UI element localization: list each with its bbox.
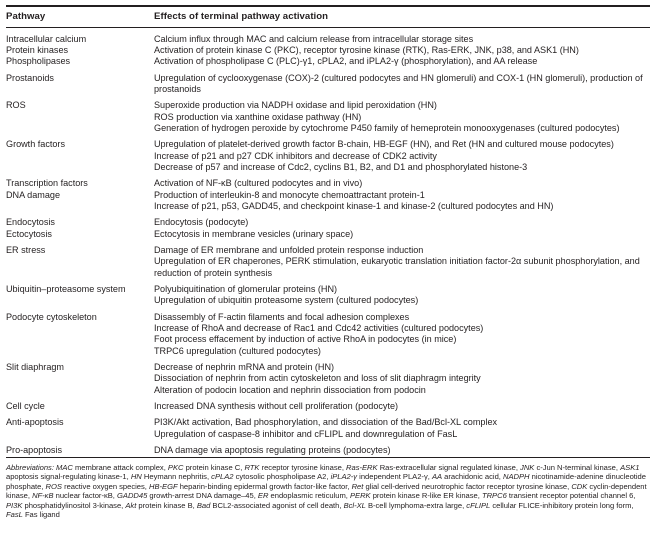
effect-line: Upregulation of cyclooxygenase (COX)-2 (cultured podocytes and HN glomeruli) and COX-1 (HN glomeruli), production of prostanoids [154,72,643,94]
effect-line: Activation of protein kinase C (PKC), receptor tyrosine kinase (RTK), Ras-ERK, JNK, p38, and ASK1 (HN) [154,44,579,55]
effect-line: Disassembly of F-actin filaments and focal adhesion complexes [154,311,410,322]
abbreviation-term: MAC [56,462,73,472]
effect-line: Increase of RhoA and decrease of Rac1 and Cdc42 activities (cultured podocytes) [154,323,484,334]
effect-line: PI3K/Akt activation, Bad phosphorylation, and dissociation of the Bad/Bcl-XL complex [154,417,498,428]
abbreviation-term: CDK [571,481,588,491]
effect-line: Decrease of nephrin mRNA and protein (HN) [154,362,335,373]
pathway-cell: Phospholipases [6,56,71,67]
effect-line: Increased DNA synthesis without cell proliferation (podocyte) [154,401,399,412]
table-row [6,440,650,456]
pathway-cell: DNA damage [6,189,60,200]
abbreviation-term: Ras-ERK [346,462,378,472]
abbreviation-definition: apoptosis signal-regulating kinase-1 [6,472,127,481]
abbreviation-term: AA [431,472,443,481]
abbreviation-definition: c-Jun N-terminal kinase [536,462,616,472]
effect-line: Dissociation of nephrin from actin cytoskeleton and loss of slit diaphragm integrity [154,373,481,384]
abbreviation-definition: nicotinamide-adenine dinucleotide phosphate [6,472,646,491]
abbreviation-term: ASK1 [620,462,640,472]
pathway-effects-table [6,7,650,457]
abbreviation-term: NADPH [503,472,530,481]
pathway-cell: Anti-apoptosis [6,417,64,428]
abbreviation-definition: Heymann nephritis [143,472,207,481]
pathway-cell: Prostanoids [6,72,54,83]
column-header-effects: Effects of terminal pathway activation [154,11,329,22]
effects-cell [154,412,650,440]
effects-cell [154,56,650,67]
abbreviation-term: iPLA2-γ [330,472,358,481]
abbreviation-definition: Fas ligand [24,510,60,519]
table-row [6,412,650,440]
abbreviation-definition: arachidonic acid [444,472,499,481]
abbreviation-term: Bad [196,500,211,510]
abbreviation-term: cPLA2 [211,472,234,481]
effect-line: Generation of hydrogen peroxide by cytochrome P450 family of hemeprotein monooxygenases (cultured podocytes) [154,122,620,133]
effects-cell [154,440,650,456]
effect-line: TRPC6 upregulation (cultured podocytes) [154,345,321,356]
abbreviation-definition: heparin-binding epidermal growth factor-like factor [179,481,348,491]
pathway-cell: Pro-apoptosis [6,445,62,456]
table-row [6,396,650,412]
abbreviation-term: RTK [244,462,260,472]
effect-line: Ectocytosis in membrane vesicles (urinary space) [154,228,354,239]
abbreviation-definition: independent PLA2-γ [359,472,428,481]
abbreviation-term: Bcl-XL [343,500,366,510]
abbreviation-definition: cyclin-dependent kinase [6,481,647,500]
pathway-cell: Growth factors [6,139,65,150]
pathway-cell: Ectocytosis [6,228,52,239]
abbreviation-definition: endoplasmic reticulum [270,491,346,500]
abbreviation-term: NF-κB [32,491,54,500]
abbreviation-definition: cellular FLICE-inhibitory protein long form [492,500,632,510]
abbreviation-term: GADD45 [117,491,148,500]
table-row [6,28,650,45]
abbreviation-definition: protein kinase C [185,462,241,472]
abbreviation-definition: B-cell lymphoma-extra large [367,500,463,510]
table-row [6,190,650,213]
table-row [6,229,650,240]
table-row [6,240,650,279]
table-row [6,45,650,56]
table-row [6,134,650,173]
pathway-cell: ROS [6,100,26,111]
effects-cell [154,190,650,213]
table-row [6,307,650,357]
abbreviation-term: cFLIPL [466,500,491,510]
effects-cell [154,95,650,134]
effect-line: Endocytosis (podocyte) [154,217,249,228]
abbreviation-definition: Ras-extracellular signal regulated kinase [379,462,516,472]
pathway-cell: Protein kinases [6,44,69,55]
effect-line: Alteration of podocin location and nephrin dissociation from podocin [154,384,426,395]
effects-cell [154,28,650,45]
effects-cell [154,240,650,279]
abbreviation-term: Akt [125,500,137,510]
pathway-cell: Ubiquitin–proteasome system [6,284,126,295]
abbreviation-term: Ret [351,481,364,491]
pathway-cell: Endocytosis [6,217,55,228]
effect-line: Decrease of p57 and increase of Cdc2, cyclins B1, B2, and D1 and phosphorylated histone-3 [154,161,528,172]
abbreviation-definition: protein kinase B [138,500,193,510]
effect-line: Superoxide production via NADPH oxidase and lipid peroxidation (HN) [154,100,437,111]
effect-line: Activation of NF-κB (cultured podocytes and in vivo) [154,178,363,189]
abbreviation-definition: reactive oxygen species [64,481,145,491]
effects-cell [154,229,650,240]
pathway-cell: Intracellular calcium [6,33,87,44]
effect-line: Activation of phospholipase C (PLC)-γ1, cPLA2, and iPLA2-γ (phosphorylation), and AA release [154,56,538,67]
column-header-pathway: Pathway [6,11,46,22]
abbreviation-definition: receptor tyrosine kinase [261,462,342,472]
abbreviation-definition: nuclear factor-κB [55,491,113,500]
effects-cell [154,279,650,307]
effect-line: Upregulation of platelet-derived growth factor B-chain, HB-EGF (HN), and Ret (HN and cultured mouse podocytes) [154,139,614,150]
pathway-cell: Transcription factors [6,178,88,189]
table-row [6,56,650,67]
effect-line: Increase of p21 and p27 CDK inhibitors and decrease of CDK2 activity [154,150,437,161]
table-row [6,95,650,134]
abbreviation-definition: BCL2-associated agonist of cell death [212,500,340,510]
effect-line: Calcium influx through MAC and calcium release from intracellular storage sites [154,33,474,44]
abbreviation-term: ROS [45,481,62,491]
table-row [6,357,650,396]
effect-line: Foot process effacement by induction of active RhoA in podocytes (in mice) [154,334,457,345]
abbreviation-term: JNK [520,462,535,472]
table-row [6,68,650,96]
table-row [6,212,650,228]
abbreviation-definition: glial cell-derived neurotrophic factor receptor tyrosine kinase [365,481,568,491]
abbreviation-definition: transient receptor potential channel 6 [508,491,634,500]
pathway-cell: Cell cycle [6,401,45,412]
pathway-cell: Slit diaphragm [6,362,64,373]
header-row [6,7,650,27]
abbreviations-label: Abbreviations: [6,462,54,472]
abbreviation-definition: cytosolic phospholipase A2 [235,472,327,481]
effects-cell [154,212,650,228]
abbreviation-term: TRPC6 [481,491,507,500]
abbreviations-footnote: Abbreviations: MAC membrane attack complex, PKC protein kinase C, RTK receptor tyrosine kinase, Ras-ERK Ras-extracellular signal regulated kinase, JNK c-Jun N-terminal kinase, ASK1 apoptosis signal-regulating kinase-1, HN Heymann nephritis, cPLA2 cytosolic phospholipase A2, iPLA2-γ independent PLA2-γ, AA arachidonic acid, NADPH nicotinamide-adenine dinucleotide phosphate, ROS reactive oxygen species, HB-EGF heparin-binding epidermal growth factor-like factor, Ret glial cell-derived neurotrophic factor receptor tyrosine kinase, CDK cyclin-dependent kinase, NF-κB nuclear factor-κB, GADD45 growth-arrest DNA damage–45, ER endoplasmic reticulum, PERK protein kinase R-like ER kinase, TRPC6 transient receptor potential channel 6, PI3K phosphatidylinositol 3-kinase, Akt protein kinase B, Bad BCL2-associated agonist of cell death, Bcl-XL B-cell lymphoma-extra large, cFLIPL cellular FLICE-inhibitory protein long form, FasL Fas ligand [6,462,647,519]
effect-line: Increase of p21, p53, GADD45, and checkpoint kinase-1 and kinase-2 (cultured podocytes and HN) [154,200,554,211]
abbreviation-definition: membrane attack complex [74,462,164,472]
effects-cell [154,357,650,396]
abbreviation-term: PERK [349,491,371,500]
effects-cell [154,307,650,357]
effects-cell [154,134,650,173]
effect-line: ROS production via xanthine oxidase pathway (HN) [154,111,362,122]
effect-line: DNA damage via apoptosis regulating proteins (podocytes) [154,445,391,456]
effect-line: Production of interleukin-8 and monocyte chemoattractant protein-1 [154,189,425,200]
effects-cell [154,45,650,56]
effects-cell [154,68,650,96]
table-header [6,7,650,28]
table-body [6,28,650,457]
effect-line: Upregulation of ubiquitin proteasome system (cultured podocytes) [154,295,419,306]
effect-line: Damage of ER membrane and unfolded protein response induction [154,245,424,255]
effect-line: Upregulation of ER chaperones, PERK stimulation, eukaryotic translation initiation factor-2α subunit phosphorylation, and reduction of protein synthesis [154,256,640,278]
abbreviation-definition: protein kinase R-like ER kinase [372,491,478,500]
pathway-cell: ER stress [6,245,46,255]
abbreviation-term: PKC [167,462,184,472]
effects-cell [154,173,650,189]
effect-line: Upregulation of caspase-8 inhibitor and cFLIPL and downregulation of FasL [154,428,458,439]
table-row [6,173,650,189]
abbreviation-term: PI3K [6,500,23,510]
abbreviation-term: HB-EGF [148,481,178,491]
abbreviation-term: HN [130,472,142,481]
effects-cell [154,396,650,412]
table-row [6,279,650,307]
abbreviation-definition: growth-arrest DNA damage–45 [149,491,254,500]
pathway-cell: Podocyte cytoskeleton [6,311,97,322]
effect-line: Polyubiquitination of glomerular proteins (HN) [154,284,338,295]
abbreviation-term: ER [257,491,269,500]
abbreviation-definition: phosphatidylinositol 3-kinase [24,500,122,510]
abbreviation-term: FasL [6,510,23,519]
